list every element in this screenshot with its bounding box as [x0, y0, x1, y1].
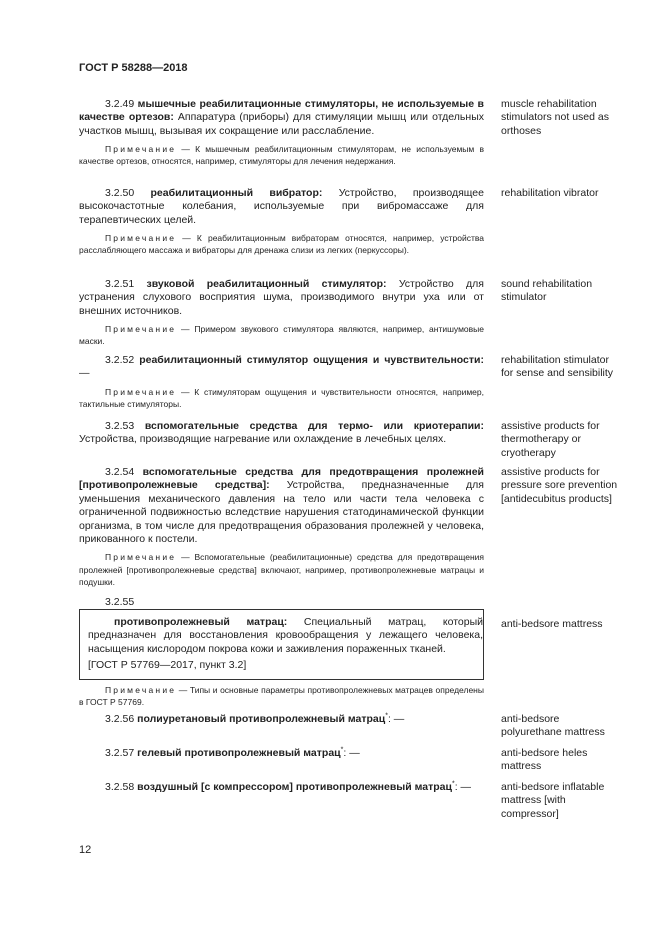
entry-note: Примечание — К мышечным реабилитационным стимуляторам, не используемым в качестве ортезов, относятся, например, стимуляторы для лечения недержания.: [79, 144, 484, 167]
entry-3-2-56: 3.2.56 полиуретановый противопролежневый матрац*: —: [105, 712, 405, 725]
entry-3-2-55-number: 3.2.55: [105, 596, 135, 608]
entry-term: мышечные реабилитационные стимуляторы, не используемые в качестве ортезов:: [79, 98, 484, 124]
entry-term: звуковой реабилитационный стимулятор:: [146, 278, 387, 290]
source-reference: [ГОСТ Р 57769—2017, пункт 3.2]: [88, 659, 247, 672]
entry-note: Примечание — Примером звукового стимулятора являются, например, антишумовые маски.: [79, 324, 484, 347]
entry-3-2-53: 3.2.53 вспомогательные средства для термо- или криотерапии: Устройства, производящие нагревание или охлаждение в лечебных целях.: [79, 420, 485, 446]
page-number: 12: [79, 844, 92, 856]
definition-box: противопролежневый матрац: Специальный матрац, который предназначен для восстановления кровообращения у лежащего человека, насыщения кислородом покрова кожи и заживления пораженных тканей. [ГОСТ Р 57769—2017, пункт 3.2]: [79, 609, 484, 680]
entry-3-2-50: 3.2.50 реабилитационный вибратор: Устройство, производящее высокочастотные колебания, используемые при вибромассаже для терапевтических целей. Примечание — К реабилитационным вибраторам относятся, например, устройства расслабляющего массажа и вибраторы для дренажа слизи из легких (перкуссоры).: [79, 187, 484, 256]
entry-term: полиуретановый противопролежневый матрац: [137, 713, 386, 725]
entry-3-2-51: 3.2.51 звуковой реабилитационный стимулятор: Устройство для устранения слухового восприятия шума, производимого внутри уха или от внешних источников. Примечание — Примером звукового стимулятора являются, например, антишумовые маски.: [79, 278, 484, 347]
english-term: assistive products for thermotherapy or cryotherapy: [501, 420, 600, 459]
english-term: assistive products for pressure sore prevention [antidecubitus products]: [501, 466, 618, 505]
entry-term: воздушный [с компрессором] противопролежневый матрац: [137, 781, 452, 793]
document-header: ГОСТ Р 58288—2018: [79, 62, 188, 74]
english-term: anti-bedsore polyurethane mattress: [501, 713, 605, 739]
english-term: anti-bedsore inflatable mattress [with compressor]: [501, 781, 605, 820]
entry-note: Примечание — Типы и основные параметры противопролежневых матрацев определены в ГОСТ Р 57769.: [79, 685, 484, 708]
english-term: anti-bedsore mattress: [501, 618, 603, 630]
entry-3-2-58: 3.2.58 воздушный [с компрессором] противопролежневый матрац*: —: [105, 780, 472, 793]
entry-term: реабилитационный вибратор:: [150, 187, 323, 199]
entry-3-2-49: [79, 98, 484, 168]
english-term: rehabilitation stimulator for sense and sensibility: [501, 354, 614, 380]
entry-note: Примечание — Вспомогательные (реабилитационные) средства для предотвращения пролежней [противопролежневые средства] включают, например, противопролежневые матрацы и подушки.: [79, 552, 484, 587]
entry-3-2-57: 3.2.57 гелевый противопролежневый матрац*: —: [105, 746, 360, 759]
entry-term: реабилитационный стимулятор ощущения и чувствительности:: [139, 354, 484, 366]
english-term: rehabilitation vibrator: [501, 187, 599, 199]
entry-3-2-55-note: [79, 684, 484, 708]
english-term: muscle rehabilitation stimulators not used as orthoses: [501, 98, 609, 137]
entry-term: противопролежневый матрац:: [114, 616, 288, 628]
entry-definition: Аппаратура (приборы) для стимуляции мышц или отдельных участков мышц, вызывая их сокращение или расслабление.: [79, 111, 484, 137]
entry-3-2-54: 3.2.54 вспомогательные средства для предотвращения пролежней [противопролежневые средства]: Устройства, предназначенные для уменьшения механического давления на тело или части тела человека с ограниченной подвижностью вследствие нарушения статодинамической функции организма, в том числе для предотвращения образования пролежней у человека, прикованного к постели. Примечание — Вспомогательные (реабилитационные) средства для предотвращения пролежней [противопролежневые средства] включают, например, противопролежневые матрацы и подушки.: [79, 466, 484, 587]
entry-term: вспомогательные средства для термо- или криотерапии:: [144, 420, 485, 432]
entry-3-2-52: 3.2.52 реабилитационный стимулятор ощущения и чувствительности: — Примечание — К стимуляторам ощущения и чувствительности относятся, например, тактильные стимуляторы.: [79, 354, 484, 410]
entry-term: вспомогательные средства для предотвращения пролежней [противопролежневые средства]:: [79, 466, 484, 492]
entry-number: 3.2.49: [105, 98, 135, 110]
english-term: sound rehabilitation stimulator: [501, 278, 593, 304]
entry-note: Примечание — К стимуляторам ощущения и чувствительности относятся, например, тактильные стимуляторы.: [79, 386, 484, 410]
entry-term: гелевый противопролежневый матрац: [137, 747, 341, 759]
entry-note: Примечание — К реабилитационным вибраторам относятся, например, устройства расслабляющего массажа и вибраторы для дренажа слизи из легких (перкуссоры).: [79, 233, 484, 256]
english-term: anti-bedsore heles mattress: [501, 747, 588, 773]
